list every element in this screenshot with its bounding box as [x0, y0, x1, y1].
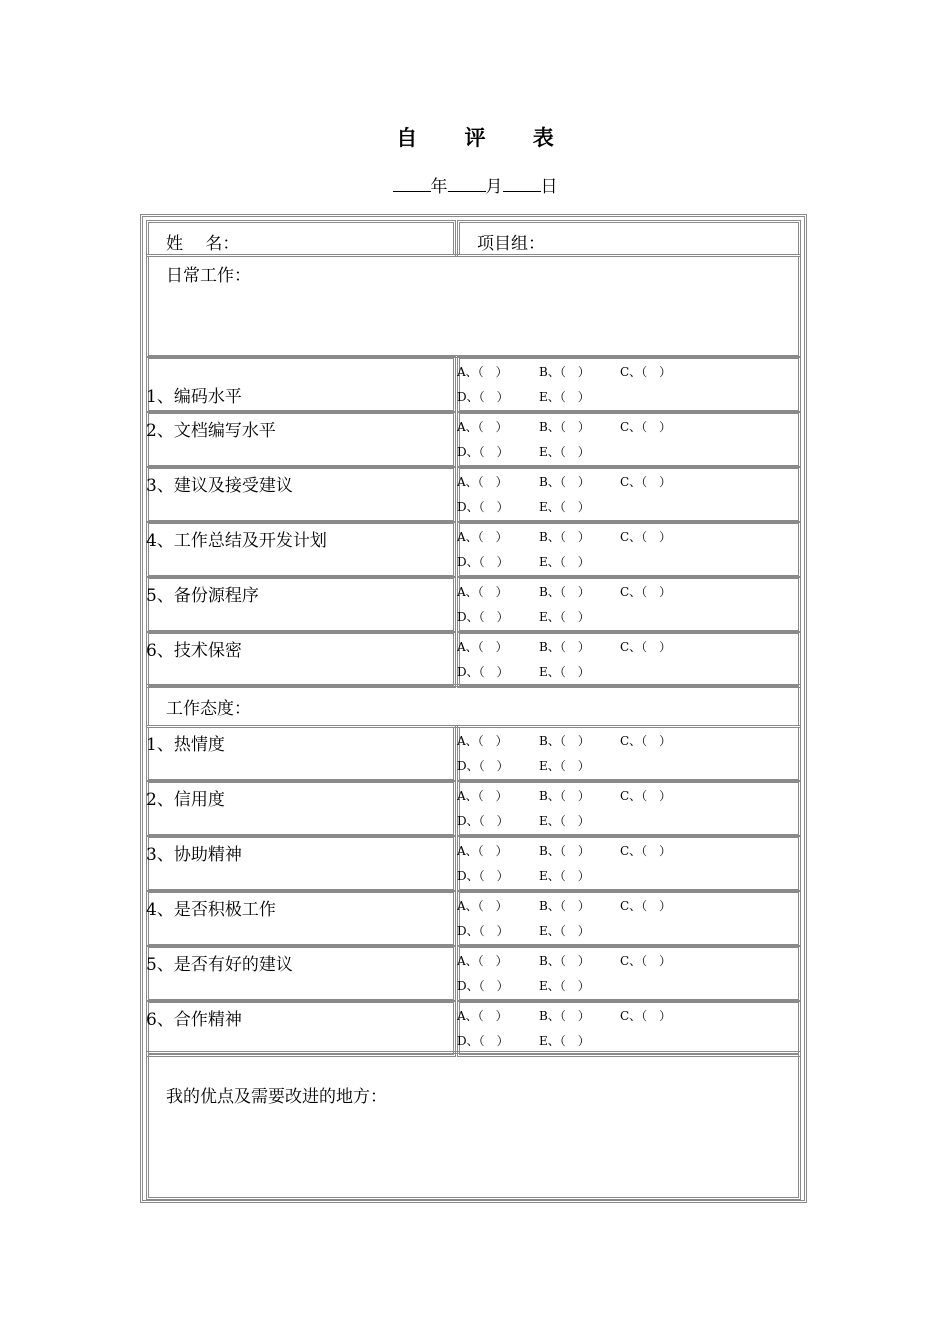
- option-a-checkbox[interactable]: A、（ ）: [457, 530, 508, 544]
- option-e-checkbox[interactable]: E、（ ）: [539, 924, 590, 938]
- option-d-checkbox[interactable]: D、（ ）: [457, 979, 509, 993]
- option-b-checkbox[interactable]: B、（ ）: [539, 789, 590, 803]
- option-e-checkbox[interactable]: E、（ ）: [539, 869, 590, 883]
- option-c-checkbox[interactable]: C、（ ）: [620, 530, 672, 544]
- option-c-checkbox[interactable]: C、（ ）: [620, 475, 672, 489]
- daily-work-item-label: 2、文档编写水平: [146, 421, 276, 441]
- option-c-checkbox[interactable]: C、（ ）: [620, 1009, 672, 1023]
- option-b-checkbox[interactable]: B、（ ）: [539, 844, 590, 858]
- month-blank[interactable]: [448, 175, 486, 192]
- option-a-checkbox[interactable]: A、（ ）: [457, 734, 508, 748]
- option-d-checkbox[interactable]: D、（ ）: [457, 390, 509, 404]
- option-b-checkbox[interactable]: B、（ ）: [539, 899, 590, 913]
- attitude-item-cell: [146, 725, 456, 782]
- option-b-checkbox[interactable]: B、（ ）: [539, 1009, 590, 1023]
- daily-work-options-cell: [457, 356, 801, 413]
- attitude-options-cell: [457, 945, 801, 1002]
- attitude-item-label: 6、合作精神: [146, 1010, 242, 1030]
- option-d-checkbox[interactable]: D、（ ）: [457, 814, 509, 828]
- attitude-section: [146, 684, 801, 728]
- attitude-row: [146, 890, 801, 947]
- option-a-checkbox[interactable]: A、（ ）: [457, 365, 508, 379]
- attitude-options-cell: [457, 890, 801, 947]
- daily-work-item-cell: [146, 521, 456, 578]
- option-a-checkbox[interactable]: A、（ ）: [457, 475, 508, 489]
- day-blank[interactable]: [503, 175, 541, 192]
- attitude-item-cell: [146, 945, 456, 1002]
- option-c-checkbox[interactable]: C、（ ）: [620, 789, 672, 803]
- option-c-checkbox[interactable]: C、（ ）: [620, 365, 672, 379]
- option-a-checkbox[interactable]: A、（ ）: [457, 585, 508, 599]
- year-blank[interactable]: [393, 175, 431, 192]
- option-e-checkbox[interactable]: E、（ ）: [539, 555, 590, 569]
- daily-work-item-cell: [146, 576, 456, 633]
- name-cell[interactable]: [146, 220, 456, 257]
- group-cell[interactable]: [457, 220, 801, 257]
- option-c-checkbox[interactable]: C、（ ）: [620, 844, 672, 858]
- option-b-checkbox[interactable]: B、（ ）: [539, 475, 590, 489]
- daily-work-item-label: 3、建议及接受建议: [146, 476, 293, 496]
- self-evaluation-form: [140, 214, 807, 1203]
- daily-work-cell[interactable]: [146, 254, 801, 358]
- option-a-checkbox[interactable]: A、（ ）: [457, 789, 508, 803]
- option-b-checkbox[interactable]: B、（ ）: [539, 640, 590, 654]
- option-c-checkbox[interactable]: C、（ ）: [620, 420, 672, 434]
- option-c-checkbox[interactable]: C、（ ）: [620, 585, 672, 599]
- date-line: [0, 172, 950, 197]
- daily-work-options-cell: [457, 631, 801, 688]
- daily-work-options-cell: [457, 466, 801, 523]
- option-a-checkbox[interactable]: A、（ ）: [457, 1009, 508, 1023]
- attitude-cell: [146, 684, 801, 728]
- option-d-checkbox[interactable]: D、（ ）: [457, 665, 509, 679]
- daily-work-label: 日常工作：: [166, 266, 251, 286]
- daily-work-item-label: 5、备份源程序: [146, 586, 259, 606]
- attitude-item-label: 3、协助精神: [146, 845, 242, 865]
- attitude-options-cell: [457, 725, 801, 782]
- option-e-checkbox[interactable]: E、（ ）: [539, 759, 590, 773]
- daily-work-row: [146, 521, 801, 578]
- attitude-item-label: 1、热情度: [146, 735, 225, 755]
- option-d-checkbox[interactable]: D、（ ）: [457, 445, 509, 459]
- option-c-checkbox[interactable]: C、（ ）: [620, 734, 672, 748]
- attitude-item-label: 5、是否有好的建议: [146, 955, 293, 975]
- attitude-options-cell: [457, 780, 801, 837]
- attitude-item-cell: [146, 780, 456, 837]
- option-a-checkbox[interactable]: A、（ ）: [457, 420, 508, 434]
- option-d-checkbox[interactable]: D、（ ）: [457, 555, 509, 569]
- option-a-checkbox[interactable]: A、（ ）: [457, 844, 508, 858]
- option-a-checkbox[interactable]: A、（ ）: [457, 899, 508, 913]
- attitude-row: [146, 945, 801, 1002]
- daily-work-section: [146, 254, 801, 358]
- attitude-row: [146, 725, 801, 782]
- name-label: 姓 名：: [166, 234, 240, 254]
- attitude-row: [146, 1000, 801, 1057]
- daily-work-row: [146, 466, 801, 523]
- attitude-item-label: 2、信用度: [146, 790, 225, 810]
- daily-work-row: [146, 576, 801, 633]
- option-b-checkbox[interactable]: B、（ ）: [539, 365, 590, 379]
- option-d-checkbox[interactable]: D、（ ）: [457, 500, 509, 514]
- attitude-item-cell: [146, 890, 456, 947]
- improvement-label: 我的优点及需要改进的地方：: [166, 1087, 387, 1107]
- option-c-checkbox[interactable]: C、（ ）: [620, 954, 672, 968]
- option-b-checkbox[interactable]: B、（ ）: [539, 954, 590, 968]
- option-d-checkbox[interactable]: D、（ ）: [457, 869, 509, 883]
- option-e-checkbox[interactable]: E、（ ）: [539, 665, 590, 679]
- month-label: 月: [485, 177, 503, 197]
- attitude-item-cell: [146, 1000, 456, 1057]
- attitude-options-cell: [457, 1000, 801, 1057]
- daily-work-item-cell: [146, 631, 456, 688]
- option-e-checkbox[interactable]: E、（ ）: [539, 500, 590, 514]
- group-label: 项目组：: [477, 234, 545, 254]
- page-title: 自 评 表: [396, 125, 574, 150]
- option-e-checkbox[interactable]: E、（ ）: [539, 445, 590, 459]
- daily-work-options-cell: [457, 521, 801, 578]
- option-e-checkbox[interactable]: E、（ ）: [539, 390, 590, 404]
- option-b-checkbox[interactable]: B、（ ）: [539, 585, 590, 599]
- option-d-checkbox[interactable]: D、（ ）: [457, 924, 509, 938]
- daily-work-item-label: 4、工作总结及开发计划: [146, 531, 327, 551]
- daily-work-row: [146, 631, 801, 688]
- attitude-row: [146, 835, 801, 892]
- header-row: [146, 220, 801, 257]
- option-b-checkbox[interactable]: B、（ ）: [539, 530, 590, 544]
- daily-work-row: [146, 356, 801, 413]
- option-b-checkbox[interactable]: B、（ ）: [539, 734, 590, 748]
- daily-work-item-cell: [146, 356, 456, 413]
- option-d-checkbox[interactable]: D、（ ）: [457, 610, 509, 624]
- attitude-item-label: 4、是否积极工作: [146, 900, 276, 920]
- option-e-checkbox[interactable]: E、（ ）: [539, 814, 590, 828]
- daily-work-item-label: 6、技术保密: [146, 641, 242, 661]
- option-e-checkbox[interactable]: E、（ ）: [539, 979, 590, 993]
- option-d-checkbox[interactable]: D、（ ）: [457, 1034, 509, 1048]
- option-c-checkbox[interactable]: C、（ ）: [620, 640, 672, 654]
- option-e-checkbox[interactable]: E、（ ）: [539, 1034, 590, 1048]
- year-label: 年: [430, 177, 448, 197]
- improvement-cell[interactable]: [146, 1051, 801, 1200]
- option-c-checkbox[interactable]: C、（ ）: [620, 899, 672, 913]
- option-e-checkbox[interactable]: E、（ ）: [539, 610, 590, 624]
- attitude-label: 工作态度：: [166, 699, 251, 719]
- option-a-checkbox[interactable]: A、（ ）: [457, 954, 508, 968]
- option-b-checkbox[interactable]: B、（ ）: [539, 420, 590, 434]
- daily-work-item-cell: [146, 466, 456, 523]
- footer-section: [146, 1051, 801, 1200]
- attitude-row: [146, 780, 801, 837]
- daily-work-options-cell: [457, 411, 801, 468]
- attitude-options-cell: [457, 835, 801, 892]
- attitude-item-cell: [146, 835, 456, 892]
- day-label: 日: [540, 177, 558, 197]
- daily-work-item-label: 1、编码水平: [146, 387, 242, 407]
- daily-work-row: [146, 411, 801, 468]
- option-d-checkbox[interactable]: D、（ ）: [457, 759, 509, 773]
- daily-work-item-cell: [146, 411, 456, 468]
- daily-work-options-cell: [457, 576, 801, 633]
- option-a-checkbox[interactable]: A、（ ）: [457, 640, 508, 654]
